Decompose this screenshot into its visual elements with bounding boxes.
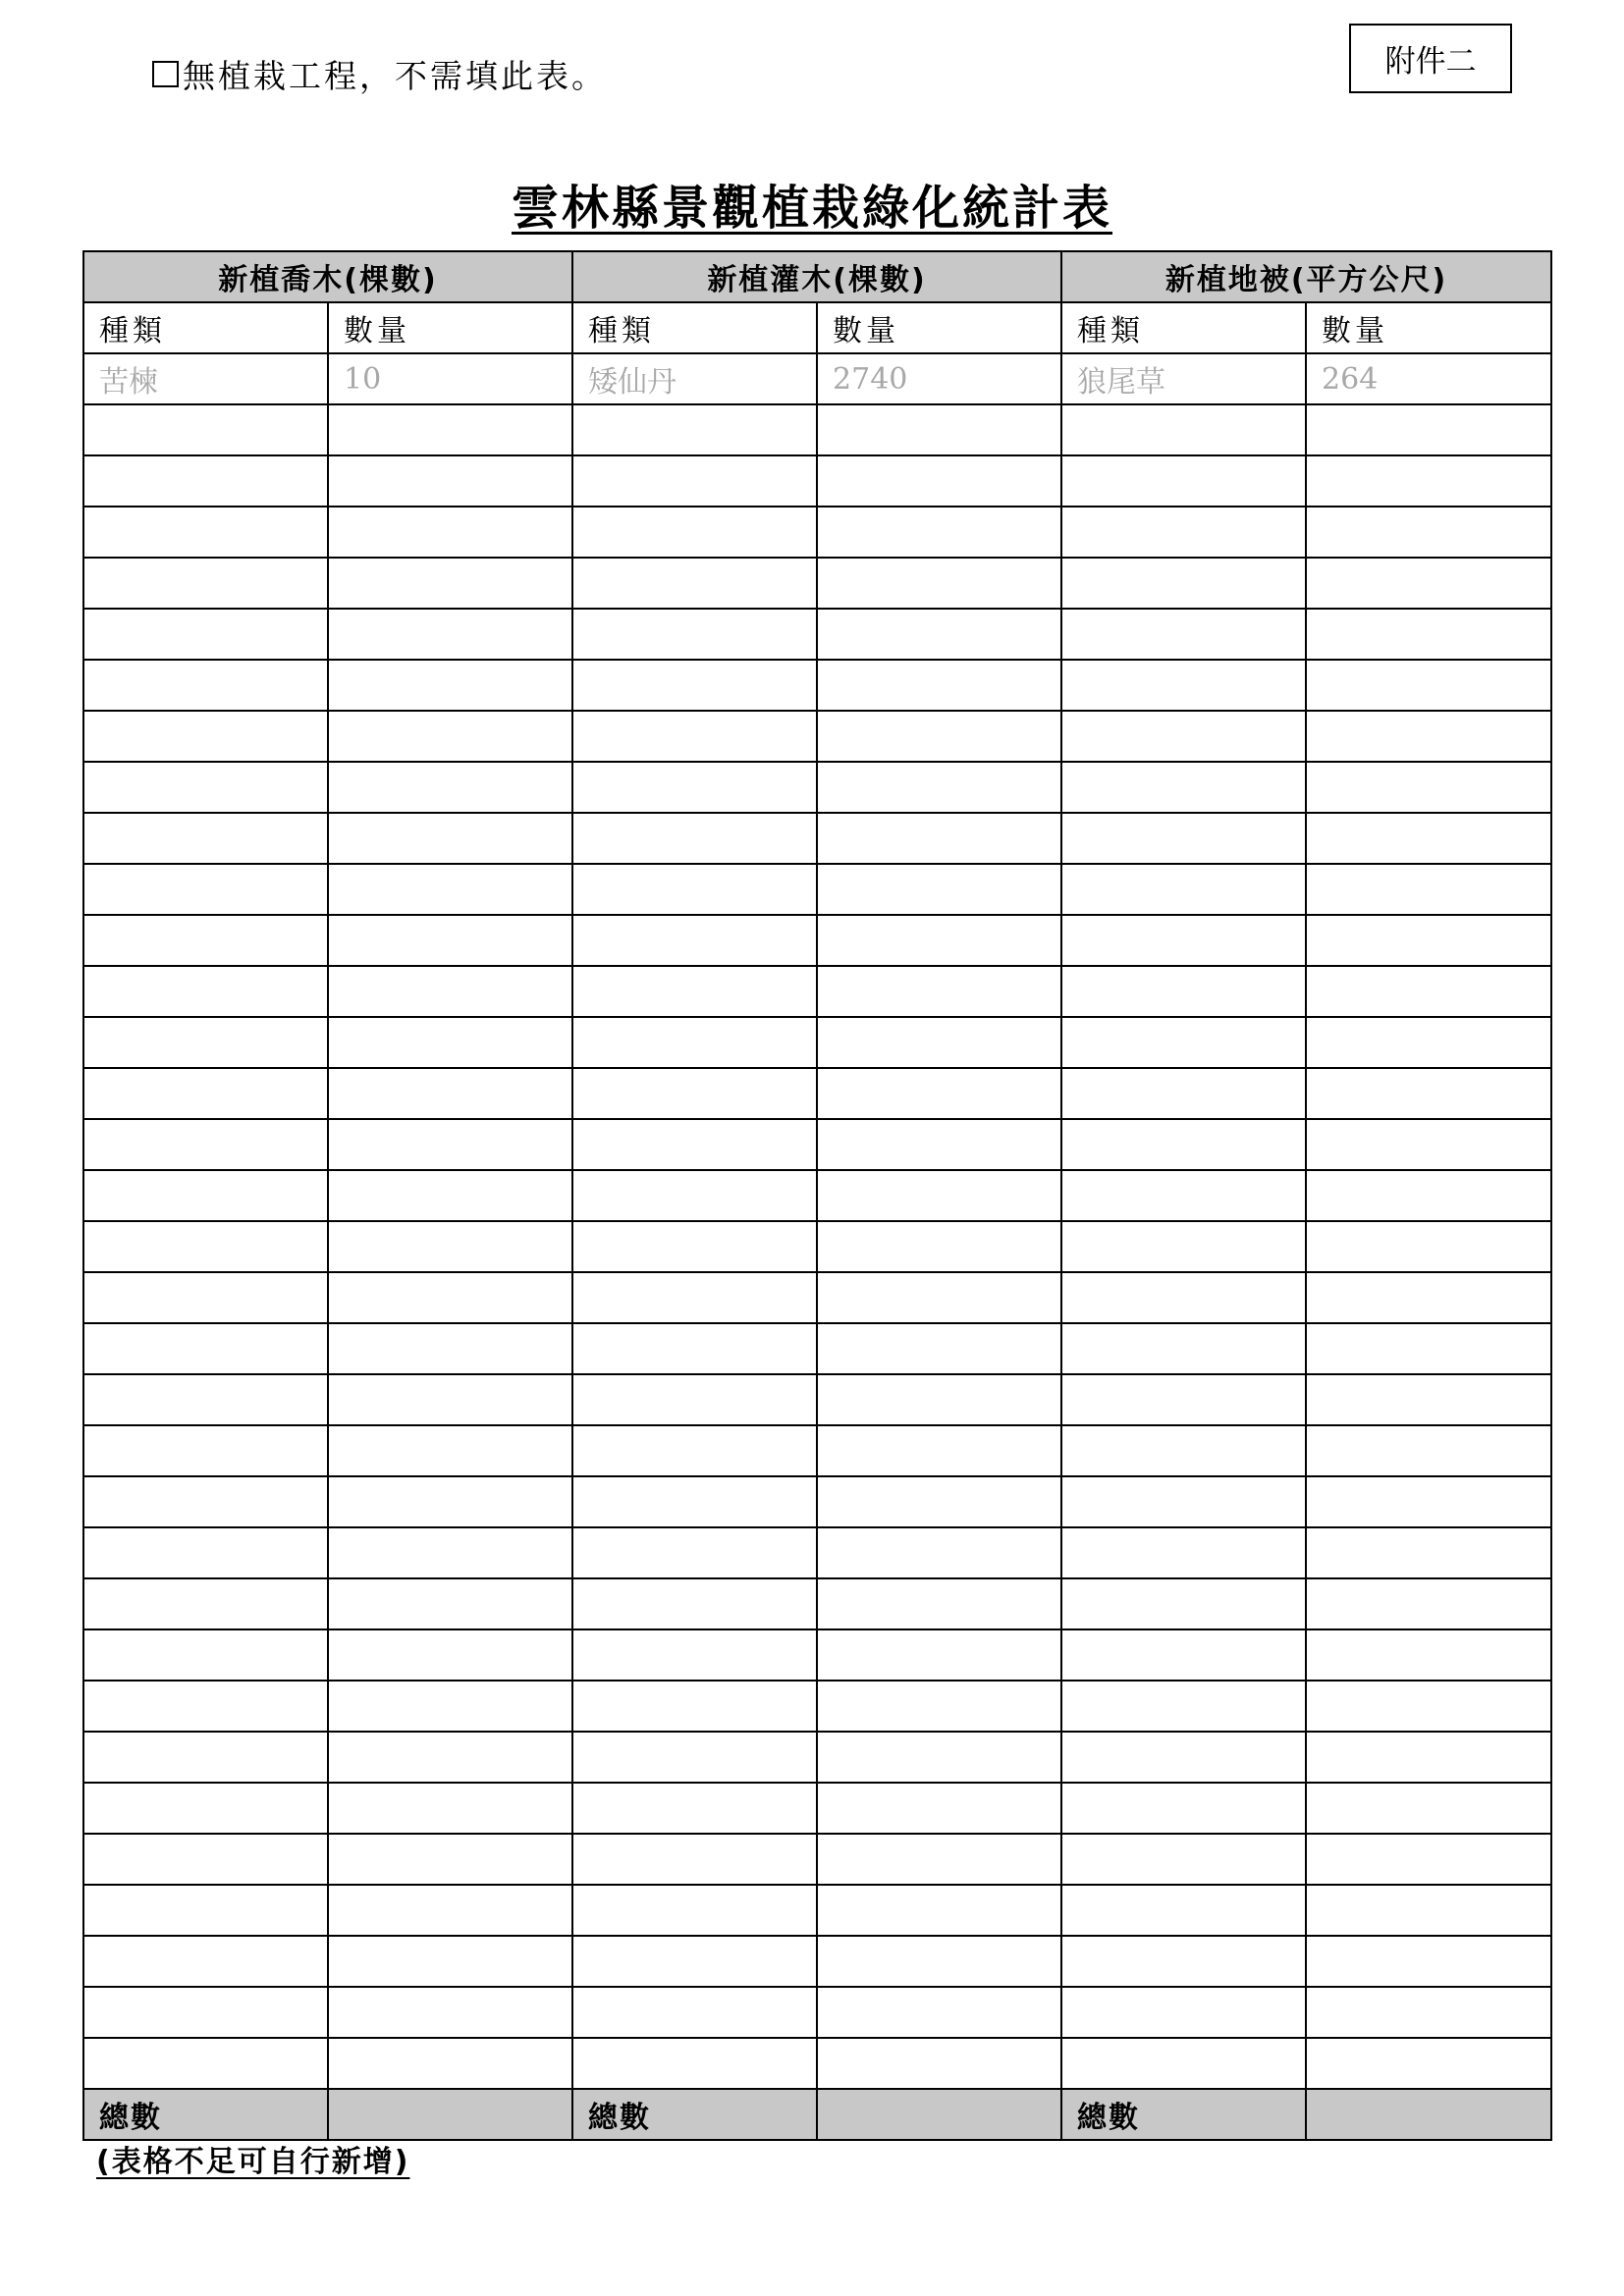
trees-type-cell[interactable] — [83, 1017, 328, 1068]
shrubs-quantity-cell[interactable] — [817, 1323, 1061, 1374]
shrubs-type-cell[interactable] — [572, 1885, 817, 1936]
trees-type-cell[interactable] — [83, 1629, 328, 1681]
shrubs-quantity-cell[interactable] — [817, 2038, 1061, 2089]
shrubs-quantity-header: 數量 — [817, 302, 1061, 353]
shrubs-type-cell[interactable] — [572, 762, 817, 813]
trees-type-cell[interactable] — [83, 558, 328, 609]
trees-type-cell[interactable] — [83, 1374, 328, 1425]
trees-quantity-cell[interactable] — [328, 1629, 572, 1681]
trees-type-cell[interactable] — [83, 813, 328, 864]
blank-entry-row — [83, 1323, 1551, 1374]
trees-type-cell[interactable] — [83, 1425, 328, 1476]
shrubs-quantity-cell[interactable] — [817, 966, 1061, 1017]
blank-entry-row — [83, 1068, 1551, 1119]
shrubs-type-example[interactable]: 矮仙丹 — [572, 353, 817, 404]
blank-entry-row — [83, 1783, 1551, 1834]
blank-entry-row — [83, 1578, 1551, 1629]
groundcover-type-cell[interactable] — [1061, 915, 1306, 966]
shrubs-total-label: 總數 — [572, 2089, 817, 2140]
shrubs-type-cell[interactable] — [572, 404, 817, 455]
groundcover-quantity-cell[interactable] — [1306, 1119, 1551, 1170]
shrubs-quantity-cell[interactable] — [817, 1681, 1061, 1732]
trees-type-cell[interactable] — [83, 1834, 328, 1885]
shrubs-type-cell[interactable] — [572, 915, 817, 966]
blank-entry-row — [83, 1119, 1551, 1170]
trees-type-cell[interactable] — [83, 1170, 328, 1221]
shrubs-type-cell[interactable] — [572, 2038, 817, 2089]
shrubs-type-cell[interactable] — [572, 1681, 817, 1732]
trees-quantity-cell[interactable] — [328, 1323, 572, 1374]
groundcover-total-cell[interactable] — [1306, 2089, 1551, 2140]
blank-entry-row — [83, 507, 1551, 558]
trees-quantity-cell[interactable] — [328, 1017, 572, 1068]
trees-type-cell[interactable] — [83, 1732, 328, 1783]
groundcover-quantity-cell[interactable] — [1306, 1578, 1551, 1629]
trees-quantity-cell[interactable] — [328, 1834, 572, 1885]
shrubs-quantity-cell[interactable] — [817, 455, 1061, 507]
group-header-row — [83, 251, 1551, 302]
trees-type-cell[interactable] — [83, 609, 328, 660]
groundcover-type-cell[interactable] — [1061, 455, 1306, 507]
trees-type-cell[interactable] — [83, 507, 328, 558]
blank-entry-row — [83, 1272, 1551, 1323]
groundcover-type-cell[interactable] — [1061, 966, 1306, 1017]
groundcover-type-cell[interactable] — [1061, 1170, 1306, 1221]
trees-quantity-cell[interactable] — [328, 1170, 572, 1221]
groundcover-quantity-cell[interactable] — [1306, 1170, 1551, 1221]
shrubs-type-cell[interactable] — [572, 864, 817, 915]
shrubs-type-cell[interactable] — [572, 1732, 817, 1783]
shrubs-quantity-cell[interactable] — [817, 1732, 1061, 1783]
trees-type-cell[interactable] — [83, 1936, 328, 1987]
groundcover-type-cell[interactable] — [1061, 558, 1306, 609]
groundcover-type-cell[interactable] — [1061, 507, 1306, 558]
no-planting-label: 無植栽工程，不需填此表。 — [183, 57, 607, 95]
groundcover-type-cell[interactable] — [1061, 1681, 1306, 1732]
shrubs-quantity-cell[interactable] — [817, 1272, 1061, 1323]
shrubs-type-cell[interactable] — [572, 1272, 817, 1323]
groundcover-type-cell[interactable] — [1061, 1834, 1306, 1885]
groundcover-quantity-cell[interactable] — [1306, 1374, 1551, 1425]
groundcover-quantity-cell[interactable] — [1306, 558, 1551, 609]
blank-entry-row — [83, 660, 1551, 711]
trees-type-cell[interactable] — [83, 1476, 328, 1527]
trees-quantity-cell[interactable] — [328, 1374, 572, 1425]
shrubs-type-cell[interactable] — [572, 813, 817, 864]
trees-type-cell[interactable] — [83, 966, 328, 1017]
shrubs-type-cell[interactable] — [572, 1119, 817, 1170]
trees-quantity-cell[interactable] — [328, 455, 572, 507]
shrubs-quantity-cell[interactable] — [817, 1425, 1061, 1476]
trees-type-cell[interactable] — [83, 1681, 328, 1732]
shrubs-type-cell[interactable] — [572, 1374, 817, 1425]
blank-entry-row — [83, 1681, 1551, 1732]
planting-statistics-table — [82, 250, 1552, 2141]
groundcover-type-cell[interactable] — [1061, 711, 1306, 762]
shrubs-quantity-cell[interactable] — [817, 915, 1061, 966]
trees-quantity-cell[interactable] — [328, 1578, 572, 1629]
trees-quantity-cell[interactable] — [328, 915, 572, 966]
groundcover-quantity-cell[interactable] — [1306, 609, 1551, 660]
trees-type-cell[interactable] — [83, 762, 328, 813]
footnote: (表格不足可自行新增) — [96, 2145, 410, 2179]
sub-header-row — [83, 302, 1551, 353]
trees-total-label: 總數 — [83, 2089, 328, 2140]
total-row — [83, 2089, 1551, 2140]
trees-quantity-cell[interactable] — [328, 1272, 572, 1323]
groundcover-quantity-cell[interactable] — [1306, 455, 1551, 507]
groundcover-type-cell[interactable] — [1061, 1221, 1306, 1272]
no-planting-note — [152, 51, 607, 97]
trees-quantity-cell[interactable] — [328, 1681, 572, 1732]
groundcover-type-cell[interactable] — [1061, 1017, 1306, 1068]
trees-type-cell[interactable] — [83, 1885, 328, 1936]
groundcover-type-cell[interactable] — [1061, 609, 1306, 660]
shrubs-type-cell[interactable] — [572, 1936, 817, 1987]
groundcover-quantity-cell[interactable] — [1306, 404, 1551, 455]
groundcover-quantity-cell[interactable] — [1306, 507, 1551, 558]
shrubs-type-cell[interactable] — [572, 711, 817, 762]
blank-entry-row — [83, 609, 1551, 660]
trees-type-cell[interactable] — [83, 2038, 328, 2089]
shrubs-type-cell[interactable] — [572, 507, 817, 558]
shrubs-quantity-cell[interactable] — [817, 1221, 1061, 1272]
shrubs-type-cell[interactable] — [572, 1476, 817, 1527]
page-title — [0, 170, 1624, 238]
groundcover-type-cell[interactable] — [1061, 404, 1306, 455]
trees-type-cell[interactable] — [83, 1783, 328, 1834]
shrubs-quantity-cell[interactable] — [817, 813, 1061, 864]
shrubs-quantity-cell[interactable] — [817, 1936, 1061, 1987]
shrubs-type-cell[interactable] — [572, 966, 817, 1017]
groundcover-type-cell[interactable] — [1061, 1476, 1306, 1527]
groundcover-quantity-cell[interactable] — [1306, 1527, 1551, 1578]
shrubs-quantity-cell[interactable] — [817, 558, 1061, 609]
groundcover-type-example[interactable]: 狼尾草 — [1061, 353, 1306, 404]
shrubs-total-cell[interactable] — [817, 2089, 1061, 2140]
blank-entry-row — [83, 455, 1551, 507]
blank-entry-row — [83, 1987, 1551, 2038]
shrubs-type-cell[interactable] — [572, 1068, 817, 1119]
blank-entry-row — [83, 915, 1551, 966]
trees-quantity-cell[interactable] — [328, 762, 572, 813]
shrubs-type-cell[interactable] — [572, 1323, 817, 1374]
trees-total-cell[interactable] — [328, 2089, 572, 2140]
blank-entry-row — [83, 1476, 1551, 1527]
trees-quantity-cell[interactable] — [328, 813, 572, 864]
trees-type-header: 種類 — [83, 302, 328, 353]
trees-type-cell[interactable] — [83, 404, 328, 455]
groundcover-quantity-cell[interactable] — [1306, 966, 1551, 1017]
groundcover-quantity-cell[interactable] — [1306, 1017, 1551, 1068]
trees-type-cell[interactable] — [83, 1527, 328, 1578]
shrubs-quantity-cell[interactable] — [817, 660, 1061, 711]
trees-type-cell[interactable] — [83, 1323, 328, 1374]
attachment-label: 附件二 — [1349, 24, 1512, 93]
blank-entry-row — [83, 1732, 1551, 1783]
group-header-groundcover: 新植地被(平方公尺) — [1061, 251, 1551, 302]
groundcover-type-cell[interactable] — [1061, 864, 1306, 915]
groundcover-type-cell[interactable] — [1061, 1272, 1306, 1323]
shrubs-type-cell[interactable] — [572, 1017, 817, 1068]
trees-type-cell[interactable] — [83, 455, 328, 507]
trees-quantity-cell[interactable] — [328, 1987, 572, 2038]
groundcover-quantity-cell[interactable] — [1306, 813, 1551, 864]
shrubs-quantity-cell[interactable] — [817, 1783, 1061, 1834]
shrubs-quantity-cell[interactable] — [817, 1885, 1061, 1936]
trees-quantity-cell[interactable] — [328, 609, 572, 660]
shrubs-quantity-cell[interactable] — [817, 1119, 1061, 1170]
shrubs-quantity-cell[interactable] — [817, 711, 1061, 762]
groundcover-type-cell[interactable] — [1061, 1885, 1306, 1936]
groundcover-quantity-cell[interactable] — [1306, 1323, 1551, 1374]
groundcover-total-label: 總數 — [1061, 2089, 1306, 2140]
trees-quantity-cell[interactable] — [328, 1936, 572, 1987]
shrubs-type-cell[interactable] — [572, 1221, 817, 1272]
groundcover-quantity-cell[interactable] — [1306, 1425, 1551, 1476]
groundcover-quantity-cell[interactable] — [1306, 1732, 1551, 1783]
shrubs-type-cell[interactable] — [572, 1987, 817, 2038]
trees-quantity-cell[interactable] — [328, 966, 572, 1017]
groundcover-quantity-cell[interactable] — [1306, 1936, 1551, 1987]
blank-entry-row — [83, 864, 1551, 915]
page-title-text: 雲林縣景觀植栽綠化統計表 — [511, 181, 1112, 236]
trees-type-example[interactable]: 苦楝 — [83, 353, 328, 404]
groundcover-type-cell[interactable] — [1061, 1374, 1306, 1425]
shrubs-quantity-cell[interactable] — [817, 507, 1061, 558]
trees-quantity-cell[interactable] — [328, 558, 572, 609]
groundcover-type-cell[interactable] — [1061, 660, 1306, 711]
groundcover-quantity-cell[interactable] — [1306, 1629, 1551, 1681]
trees-type-cell[interactable] — [83, 1578, 328, 1629]
shrubs-quantity-cell[interactable] — [817, 1629, 1061, 1681]
trees-quantity-cell[interactable] — [328, 1425, 572, 1476]
trees-quantity-cell[interactable] — [328, 1527, 572, 1578]
shrubs-type-cell[interactable] — [572, 1578, 817, 1629]
blank-entry-row — [83, 1425, 1551, 1476]
groundcover-quantity-cell[interactable] — [1306, 762, 1551, 813]
blank-entry-row — [83, 966, 1551, 1017]
trees-quantity-cell[interactable] — [328, 1476, 572, 1527]
shrubs-type-cell[interactable] — [572, 1629, 817, 1681]
trees-type-cell[interactable] — [83, 1068, 328, 1119]
groundcover-quantity-header: 數量 — [1306, 302, 1551, 353]
shrubs-type-cell[interactable] — [572, 1527, 817, 1578]
shrubs-type-cell[interactable] — [572, 1834, 817, 1885]
blank-entry-row — [83, 1170, 1551, 1221]
groundcover-quantity-example[interactable]: 264 — [1306, 353, 1551, 404]
blank-entry-row — [83, 1374, 1551, 1425]
groundcover-quantity-cell[interactable] — [1306, 1987, 1551, 2038]
groundcover-quantity-cell[interactable] — [1306, 1783, 1551, 1834]
groundcover-quantity-cell[interactable] — [1306, 711, 1551, 762]
groundcover-type-cell[interactable] — [1061, 2038, 1306, 2089]
shrubs-quantity-cell[interactable] — [817, 1374, 1061, 1425]
blank-entry-row — [83, 762, 1551, 813]
trees-quantity-cell[interactable] — [328, 1732, 572, 1783]
shrubs-quantity-cell[interactable] — [817, 1578, 1061, 1629]
shrubs-type-header: 種類 — [572, 302, 817, 353]
groundcover-type-header: 種類 — [1061, 302, 1306, 353]
groundcover-quantity-cell[interactable] — [1306, 1068, 1551, 1119]
trees-quantity-cell[interactable] — [328, 1221, 572, 1272]
shrubs-type-cell[interactable] — [572, 455, 817, 507]
group-header-shrubs: 新植灌木(棵數) — [572, 251, 1061, 302]
trees-quantity-cell[interactable] — [328, 2038, 572, 2089]
shrubs-quantity-cell[interactable] — [817, 609, 1061, 660]
blank-entry-row — [83, 558, 1551, 609]
blank-entry-row — [83, 1527, 1551, 1578]
groundcover-quantity-cell[interactable] — [1306, 1221, 1551, 1272]
trees-quantity-cell[interactable] — [328, 404, 572, 455]
shrubs-quantity-cell[interactable] — [817, 762, 1061, 813]
group-header-trees: 新植喬木(棵數) — [83, 251, 572, 302]
shrubs-quantity-cell[interactable] — [817, 1987, 1061, 2038]
shrubs-type-cell[interactable] — [572, 558, 817, 609]
shrubs-quantity-cell[interactable] — [817, 1170, 1061, 1221]
shrubs-type-cell[interactable] — [572, 660, 817, 711]
groundcover-type-cell[interactable] — [1061, 1578, 1306, 1629]
groundcover-type-cell[interactable] — [1061, 1629, 1306, 1681]
shrubs-quantity-cell[interactable] — [817, 1834, 1061, 1885]
groundcover-type-cell[interactable] — [1061, 1323, 1306, 1374]
trees-quantity-cell[interactable] — [328, 507, 572, 558]
shrubs-quantity-cell[interactable] — [817, 864, 1061, 915]
groundcover-type-cell[interactable] — [1061, 1936, 1306, 1987]
shrubs-quantity-cell[interactable] — [817, 1068, 1061, 1119]
trees-quantity-cell[interactable] — [328, 1119, 572, 1170]
trees-type-cell[interactable] — [83, 864, 328, 915]
groundcover-quantity-cell[interactable] — [1306, 1834, 1551, 1885]
groundcover-quantity-cell[interactable] — [1306, 1681, 1551, 1732]
blank-entry-row — [83, 1936, 1551, 1987]
trees-type-cell[interactable] — [83, 1221, 328, 1272]
trees-quantity-cell[interactable] — [328, 711, 572, 762]
groundcover-quantity-cell[interactable] — [1306, 915, 1551, 966]
blank-entry-row — [83, 404, 1551, 455]
trees-quantity-header: 數量 — [328, 302, 572, 353]
groundcover-type-cell[interactable] — [1061, 1987, 1306, 2038]
groundcover-quantity-cell[interactable] — [1306, 1272, 1551, 1323]
groundcover-type-cell[interactable] — [1061, 1425, 1306, 1476]
trees-type-cell[interactable] — [83, 711, 328, 762]
blank-entry-row — [83, 1834, 1551, 1885]
trees-quantity-cell[interactable] — [328, 1783, 572, 1834]
trees-quantity-example[interactable]: 10 — [328, 353, 572, 404]
shrubs-quantity-example[interactable]: 2740 — [817, 353, 1061, 404]
groundcover-quantity-cell[interactable] — [1306, 864, 1551, 915]
blank-entry-row — [83, 1629, 1551, 1681]
groundcover-quantity-cell[interactable] — [1306, 660, 1551, 711]
shrubs-quantity-cell[interactable] — [817, 1527, 1061, 1578]
groundcover-quantity-cell[interactable] — [1306, 1885, 1551, 1936]
blank-entry-row — [83, 1885, 1551, 1936]
shrubs-quantity-cell[interactable] — [817, 1476, 1061, 1527]
trees-type-cell[interactable] — [83, 1119, 328, 1170]
shrubs-quantity-cell[interactable] — [817, 404, 1061, 455]
blank-entry-row — [83, 2038, 1551, 2089]
shrubs-type-cell[interactable] — [572, 609, 817, 660]
shrubs-quantity-cell[interactable] — [817, 1017, 1061, 1068]
groundcover-quantity-cell[interactable] — [1306, 1476, 1551, 1527]
shrubs-type-cell[interactable] — [572, 1170, 817, 1221]
groundcover-quantity-cell[interactable] — [1306, 2038, 1551, 2089]
trees-type-cell[interactable] — [83, 915, 328, 966]
blank-entry-row — [83, 1221, 1551, 1272]
blank-entry-row — [83, 1017, 1551, 1068]
trees-quantity-cell[interactable] — [328, 660, 572, 711]
trees-type-cell[interactable] — [83, 660, 328, 711]
example-row — [83, 353, 1551, 404]
groundcover-type-cell[interactable] — [1061, 813, 1306, 864]
groundcover-type-cell[interactable] — [1061, 1527, 1306, 1578]
blank-entry-row — [83, 813, 1551, 864]
shrubs-type-cell[interactable] — [572, 1425, 817, 1476]
trees-quantity-cell[interactable] — [328, 1885, 572, 1936]
trees-type-cell[interactable] — [83, 1272, 328, 1323]
no-planting-checkbox[interactable] — [152, 61, 179, 87]
trees-quantity-cell[interactable] — [328, 1068, 572, 1119]
groundcover-type-cell[interactable] — [1061, 762, 1306, 813]
blank-entry-row — [83, 711, 1551, 762]
groundcover-type-cell[interactable] — [1061, 1119, 1306, 1170]
trees-quantity-cell[interactable] — [328, 864, 572, 915]
groundcover-type-cell[interactable] — [1061, 1783, 1306, 1834]
trees-type-cell[interactable] — [83, 1987, 328, 2038]
groundcover-type-cell[interactable] — [1061, 1068, 1306, 1119]
shrubs-type-cell[interactable] — [572, 1783, 817, 1834]
groundcover-type-cell[interactable] — [1061, 1732, 1306, 1783]
